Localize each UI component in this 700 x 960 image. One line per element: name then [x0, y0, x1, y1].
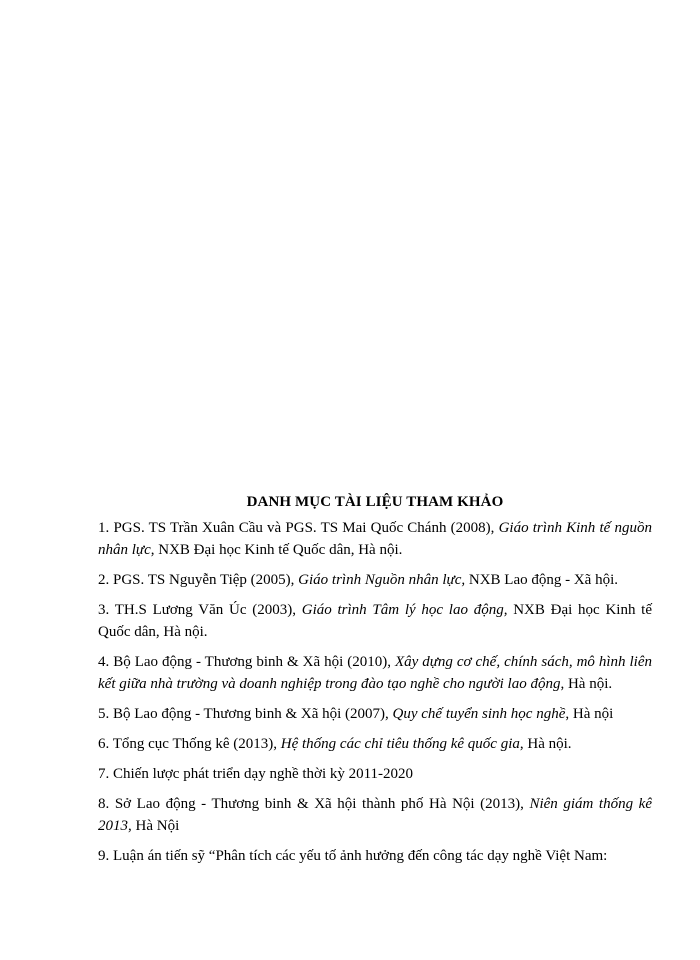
reference-item: 6. Tổng cục Thống kê (2013), Hệ thống các chỉ tiêu thống kê quốc gia, Hà nội.	[98, 736, 572, 752]
reference-item: 8. Sở Lao động - Thương binh & Xã hội thành phố Hà Nội (2013), Niên giám thống kê 2013, Hà Nội	[98, 796, 652, 834]
reference-item: 7. Chiến lược phát triển dạy nghề thời kỳ 2011-2020	[98, 766, 414, 782]
reference-item: 4. Bộ Lao động - Thương binh & Xã hội (2010), Xây dựng cơ chế, chính sách, mô hình liên kết giữa nhà trường và doanh nghiệp trong đào tạo nghề cho người lao động, Hà nội.	[98, 654, 653, 692]
reference-item: 9. Luận án tiến sỹ “Phân tích các yếu tố ảnh hưởng đến công tác dạy nghề Việt Nam:	[98, 848, 608, 864]
section-title: DANH MỤC TÀI LIỆU THAM KHẢO	[246, 494, 504, 510]
reference-item: 5. Bộ Lao động - Thương binh & Xã hội (2007), Quy chế tuyển sinh học nghề, Hà nội	[98, 706, 614, 722]
reference-item: 2. PGS. TS Nguyễn Tiệp (2005), Giáo trình Nguồn nhân lực, NXB Lao động - Xã hội.	[98, 572, 619, 588]
reference-section	[98, 491, 652, 875]
reference-item: 1. PGS. TS Trần Xuân Cầu và PGS. TS Mai Quốc Chánh (2008), Giáo trình Kinh tế nguồn nhân lực, NXB Đại học Kinh tế Quốc dân, Hà nội.	[98, 520, 652, 558]
reference-item: 3. TH.S Lương Văn Úc (2003), Giáo trình Tâm lý học lao động, NXB Đại học Kinh tế Quốc dân, Hà nội.	[98, 602, 653, 640]
